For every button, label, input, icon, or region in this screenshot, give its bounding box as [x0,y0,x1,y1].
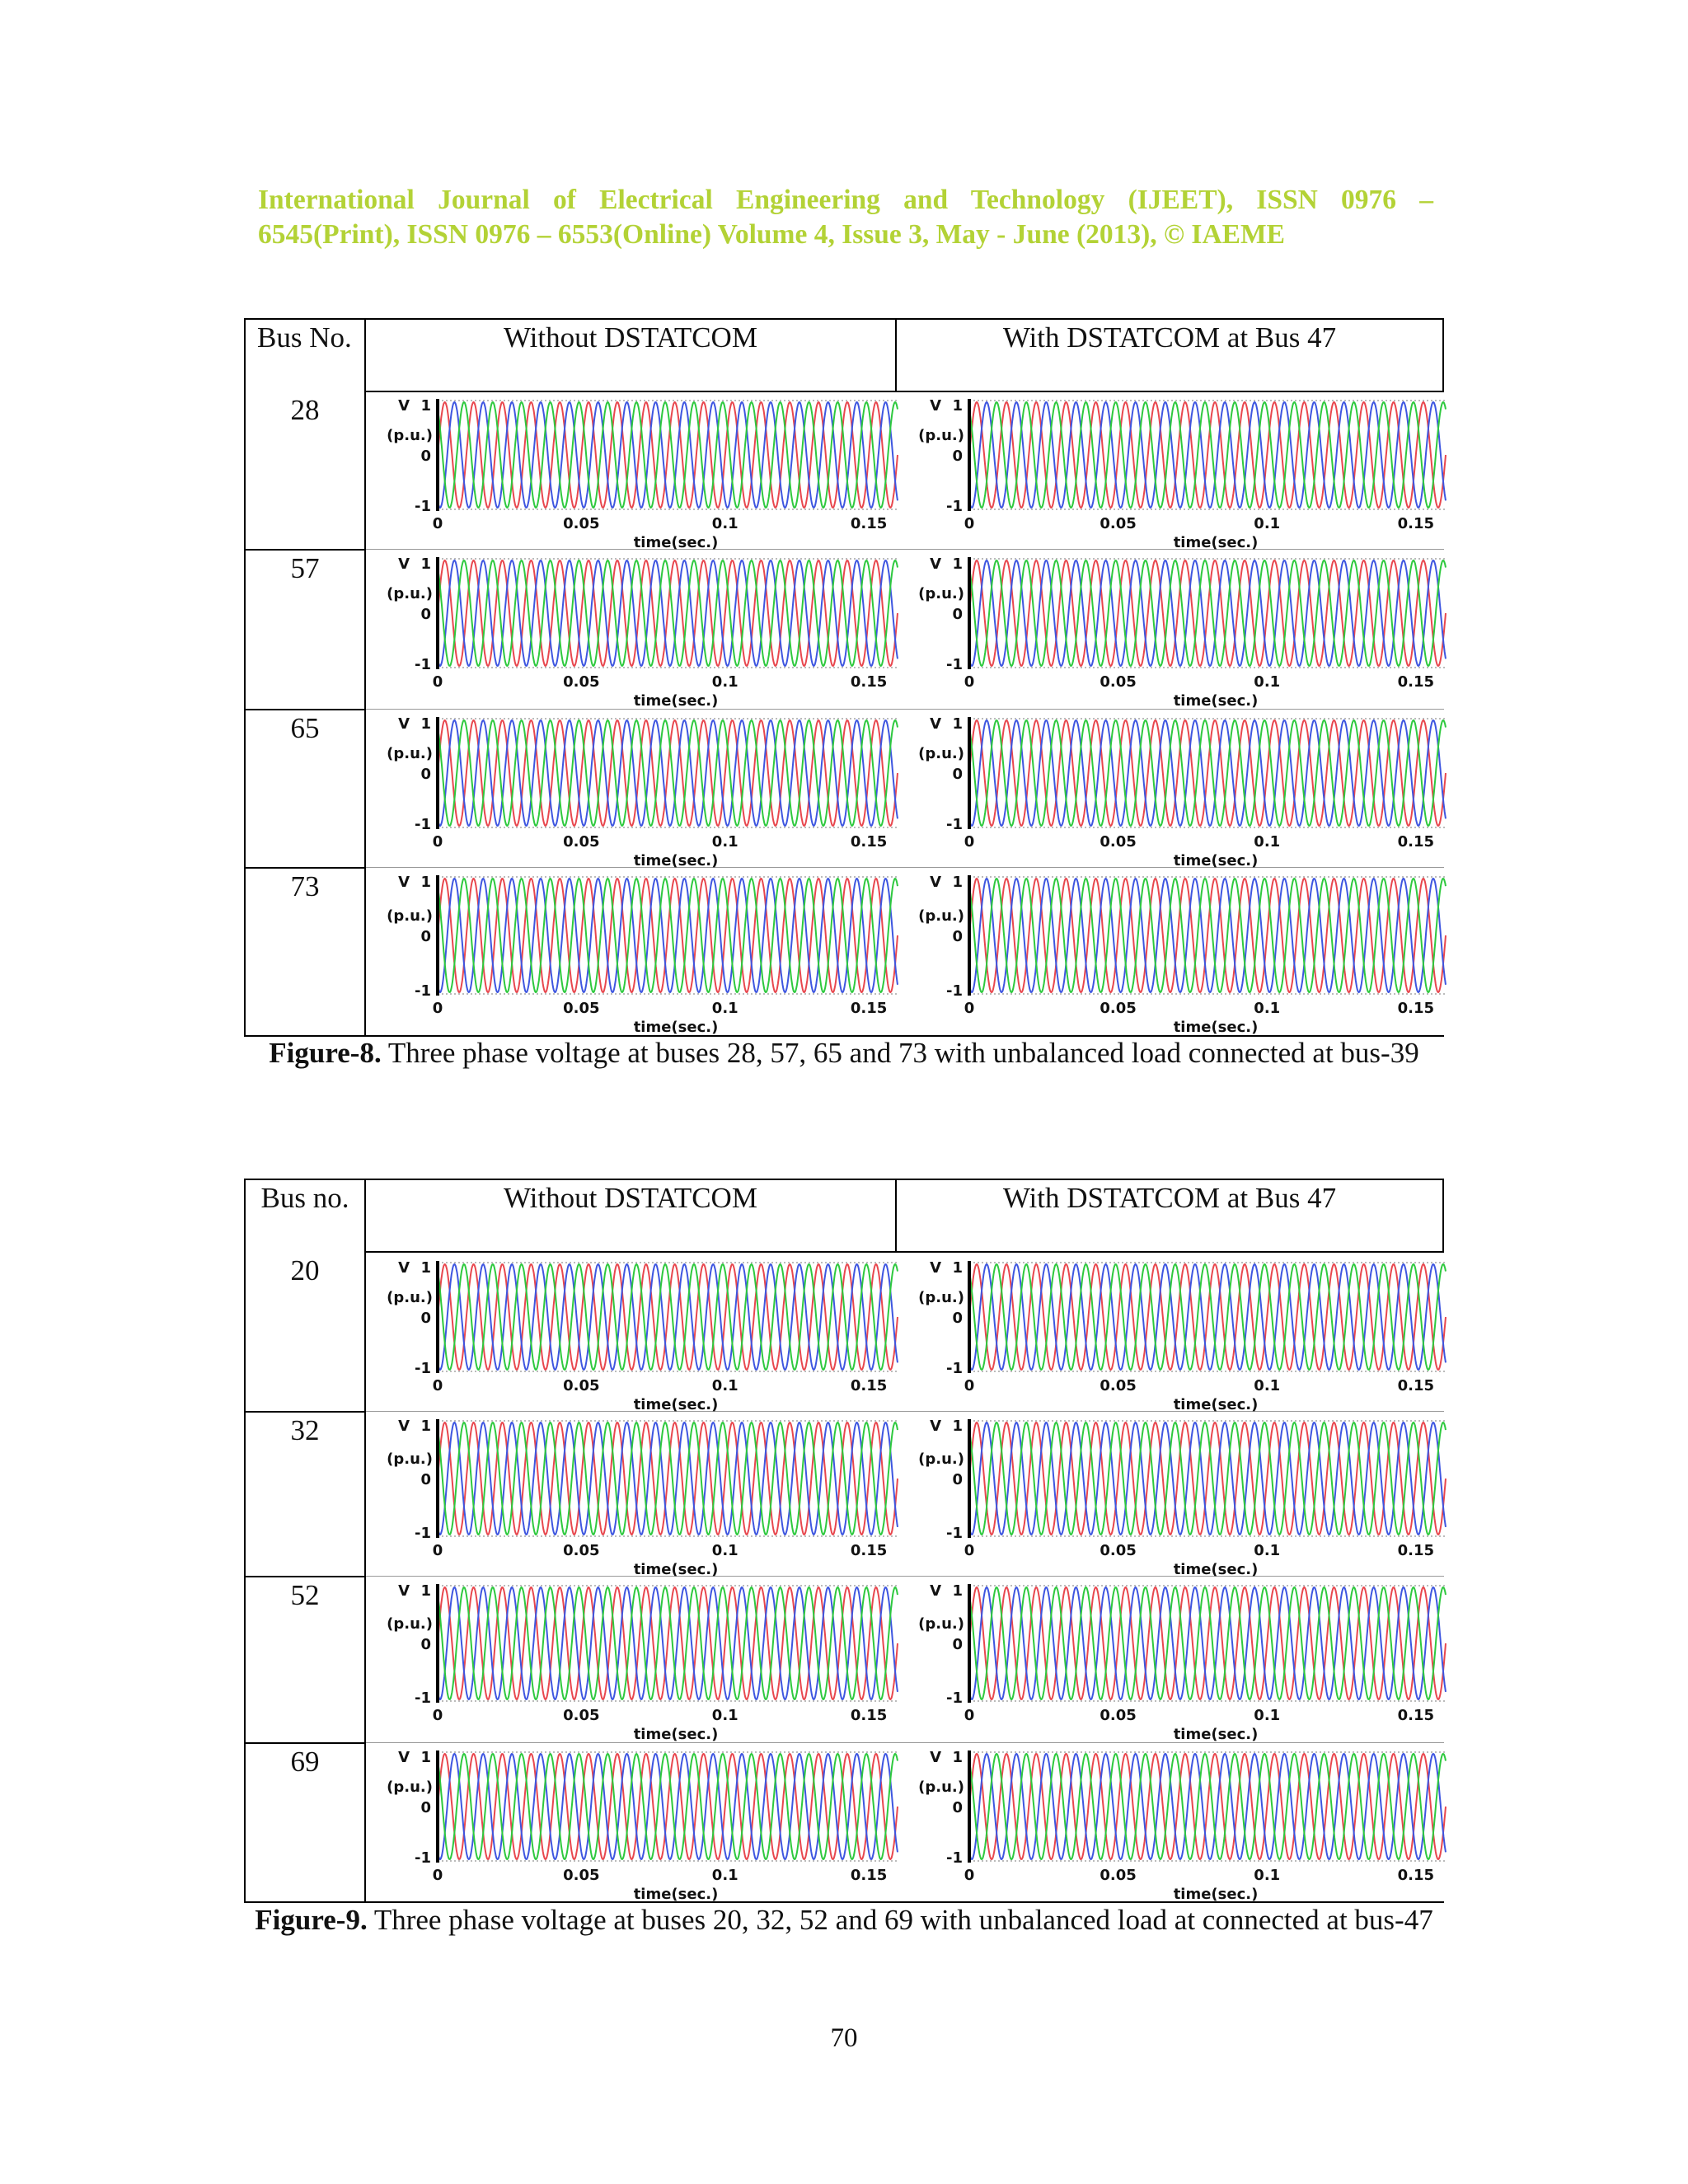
y-axis-label: V [930,1749,941,1766]
x-tick-label: 0.05 [563,1377,600,1394]
figure-8-caption [244,1035,1444,1071]
y-axis-unit: (p.u.) [918,745,964,762]
x-tick-label: 0.05 [1100,515,1137,532]
x-tick-label: 0.05 [563,515,600,532]
voltage-plot-without-dstatcom [372,1414,899,1577]
y-axis-label: V [930,1259,941,1277]
x-tick-label: 0.1 [711,515,738,532]
x-tick-label: 0.15 [850,515,888,532]
x-tick-label: 0.1 [1254,1000,1281,1017]
phase-voltage-line [969,879,1446,992]
x-tick-label: 0.1 [711,1867,738,1884]
y-tick-label: 1 [952,1749,963,1766]
bus-number: 65 [290,712,320,744]
phase-voltage-line [969,402,1446,508]
x-axis-label: time(sec.) [1173,534,1259,551]
phase-voltage-line [438,560,898,666]
bus-number: 52 [290,1579,320,1611]
y-axis-label: V [398,397,410,415]
y-tick-label: -1 [946,1690,963,1707]
y-tick-label: 0 [420,766,431,783]
y-tick-label: -1 [415,656,431,673]
x-tick-label: 0.05 [563,1000,600,1017]
voltage-plot-without-dstatcom [372,1579,899,1742]
y-tick-label: 0 [420,928,431,945]
x-tick-label: 0 [432,1542,443,1559]
x-tick-label: 0.15 [850,1867,888,1884]
x-axis-label: time(sec.) [1173,1019,1259,1036]
y-tick-label: -1 [946,1360,963,1377]
bus-number: 28 [290,394,320,426]
x-tick-label: 0 [432,673,443,691]
x-axis-label: time(sec.) [633,1019,719,1036]
x-tick-label: 0.05 [1100,1000,1137,1017]
phase-voltage-line [969,1587,1446,1699]
x-tick-label: 0.05 [1100,1542,1137,1559]
x-axis-label: time(sec.) [1173,692,1259,710]
x-tick-label: 0 [432,1000,443,1017]
x-tick-label: 0 [964,515,975,532]
y-tick-label: -1 [946,816,963,833]
y-tick-label: 1 [420,397,431,415]
y-tick-label: -1 [415,1525,431,1542]
x-axis-label: time(sec.) [1173,1561,1259,1578]
y-axis-unit: (p.u.) [387,427,433,444]
y-axis-label: V [398,715,410,733]
page-number: 70 [830,2023,858,2053]
x-tick-label: 0.05 [563,833,600,851]
x-tick-label: 0.05 [563,1867,600,1884]
phase-voltage-line [438,1264,898,1370]
x-tick-label: 0.1 [711,1000,738,1017]
x-axis-label: time(sec.) [633,1561,719,1578]
y-tick-label: -1 [415,498,431,515]
x-tick-label: 0 [964,1377,975,1394]
y-tick-label: 0 [420,1310,431,1327]
figure-8-label: Figure-8. [269,1037,382,1069]
without-dstatcom-header: Without DSTATCOM [504,1182,757,1214]
y-axis-unit: (p.u.) [918,427,964,444]
x-tick-label: 0.15 [1397,515,1435,532]
figure-9-caption [244,1902,1444,1938]
voltage-plot-with-dstatcom [903,1414,1447,1577]
x-axis-label: time(sec.) [633,852,719,869]
bus-number: 32 [290,1414,320,1446]
voltage-plot-with-dstatcom [903,1579,1447,1742]
y-tick-label: 1 [420,1418,431,1435]
x-tick-label: 0 [432,1377,443,1394]
y-tick-label: -1 [946,982,963,1000]
figure-9-table [244,1179,1444,1904]
y-axis-label: V [930,555,941,573]
x-tick-label: 0 [964,1542,975,1559]
y-tick-label: 0 [952,1310,963,1327]
y-tick-label: 0 [952,448,963,465]
y-axis-unit: (p.u.) [387,1615,433,1633]
journal-header [258,183,1433,252]
y-axis-label: V [930,1582,941,1600]
voltage-plot-with-dstatcom [903,394,1447,551]
phase-voltage-line [969,1754,1446,1859]
y-axis-label: V [930,874,941,891]
x-tick-label: 0.15 [1397,833,1435,851]
y-axis-unit: (p.u.) [387,907,433,925]
x-tick-label: 0.15 [850,1000,888,1017]
x-tick-label: 0.1 [711,833,738,851]
x-tick-label: 0.15 [1397,673,1435,691]
y-axis-unit: (p.u.) [387,585,433,602]
x-tick-label: 0 [432,833,443,851]
x-tick-label: 0.1 [1254,1867,1281,1884]
phase-voltage-line [438,720,898,826]
x-tick-label: 0.15 [1397,1867,1435,1884]
y-axis-label: V [398,555,410,573]
with-dstatcom-header: With DSTATCOM at Bus 47 [1002,321,1337,354]
voltage-plot-without-dstatcom [372,712,899,869]
y-tick-label: -1 [415,1690,431,1707]
x-tick-label: 0.15 [1397,1000,1435,1017]
voltage-plot-without-dstatcom [372,870,899,1035]
x-tick-label: 0.1 [1254,515,1281,532]
x-tick-label: 0 [432,515,443,532]
x-tick-label: 0.05 [563,1707,600,1724]
without-dstatcom-header: Without DSTATCOM [504,321,757,354]
voltage-plot-with-dstatcom [903,552,1447,709]
phase-voltage-line [969,560,1446,666]
voltage-plot-without-dstatcom [372,394,899,551]
x-axis-label: time(sec.) [1173,1886,1259,1903]
phase-voltage-line [438,1754,898,1859]
x-tick-label: 0.1 [1254,1707,1281,1724]
x-tick-label: 0.15 [850,1707,888,1724]
y-tick-label: 1 [952,1259,963,1277]
x-tick-label: 0.05 [1100,1867,1137,1884]
y-tick-label: -1 [946,498,963,515]
x-tick-label: 0.05 [1100,673,1137,691]
voltage-plot-with-dstatcom [903,870,1447,1035]
x-tick-label: 0.1 [711,673,738,691]
y-tick-label: -1 [946,656,963,673]
bus-no-header: Bus no. [260,1182,349,1214]
with-dstatcom-header: With DSTATCOM at Bus 47 [1002,1182,1337,1214]
y-axis-label: V [398,1582,410,1600]
phase-voltage-line [438,879,898,992]
x-axis-label: time(sec.) [633,1396,719,1413]
y-tick-label: 1 [420,1259,431,1277]
y-axis-label: V [398,1259,410,1277]
y-tick-label: 0 [952,928,963,945]
y-tick-label: -1 [946,1525,963,1542]
x-tick-label: 0.1 [1254,833,1281,851]
bus-no-header: Bus No. [257,321,352,354]
journal-header-line2: 6545(Print), ISSN 0976 – 6553(Online) Volume 4, Issue 3, May - June (2013), © IAEME [258,219,1285,250]
y-tick-label: 0 [952,1636,963,1653]
journal-header-line1: International Journal of Electrical Engineering and Technology (IJEET), ISSN 0976 – [258,185,1433,215]
y-tick-label: -1 [415,816,431,833]
bus-number: 69 [290,1746,320,1778]
y-axis-unit: (p.u.) [918,907,964,925]
x-tick-label: 0 [964,1000,975,1017]
y-tick-label: 0 [952,606,963,623]
x-tick-label: 0.1 [1254,673,1281,691]
x-tick-label: 0 [964,673,975,691]
x-tick-label: 0.1 [711,1707,738,1724]
x-tick-label: 0 [964,833,975,851]
y-tick-label: 0 [420,1471,431,1488]
bus-number: 73 [290,870,320,902]
y-axis-label: V [398,1418,410,1435]
x-tick-label: 0.15 [850,1377,888,1394]
x-tick-label: 0 [432,1707,443,1724]
phase-voltage-line [969,1264,1446,1370]
y-tick-label: 0 [420,1799,431,1816]
bus-number: 20 [290,1254,320,1286]
x-tick-label: 0.1 [1254,1377,1281,1394]
x-tick-label: 0.15 [1397,1377,1435,1394]
y-axis-unit: (p.u.) [387,1779,433,1796]
y-tick-label: 0 [420,1636,431,1653]
figure-9-label: Figure-9. [255,1904,368,1936]
y-tick-label: 1 [952,1582,963,1600]
y-axis-unit: (p.u.) [918,1615,964,1633]
y-axis-unit: (p.u.) [387,745,433,762]
x-axis-label: time(sec.) [633,692,719,710]
y-axis-unit: (p.u.) [387,1451,433,1468]
phase-voltage-line [969,1422,1446,1535]
y-axis-unit: (p.u.) [918,1779,964,1796]
x-tick-label: 0.05 [1100,833,1137,851]
figure-8-caption-text: Three phase voltage at buses 28, 57, 65 and 73 with unbalanced load connected at bus-39 [381,1037,1419,1069]
y-tick-label: 1 [952,874,963,891]
y-tick-label: 1 [420,715,431,733]
y-tick-label: 0 [952,1799,963,1816]
x-axis-label: time(sec.) [1173,1726,1259,1743]
y-tick-label: 1 [952,1418,963,1435]
y-tick-label: 1 [952,555,963,573]
figure-9-caption-text: Three phase voltage at buses 20, 32, 52 and 69 with unbalanced load at connected at bus-47 [367,1904,1433,1936]
x-tick-label: 0.05 [1100,1377,1137,1394]
y-axis-unit: (p.u.) [918,585,964,602]
x-tick-label: 0.05 [563,1542,600,1559]
y-tick-label: -1 [415,1849,431,1867]
x-axis-label: time(sec.) [633,534,719,551]
voltage-plot-with-dstatcom [903,1746,1447,1902]
x-axis-label: time(sec.) [633,1726,719,1743]
y-tick-label: 1 [952,397,963,415]
phase-voltage-line [438,1587,898,1699]
x-tick-label: 0.05 [563,673,600,691]
x-axis-label: time(sec.) [1173,1396,1259,1413]
y-axis-label: V [398,1749,410,1766]
phase-voltage-line [969,720,1446,826]
voltage-plot-without-dstatcom [372,1746,899,1902]
voltage-plot-without-dstatcom [372,1256,899,1413]
y-tick-label: 0 [952,1471,963,1488]
voltage-plot-without-dstatcom [372,552,899,709]
y-tick-label: 0 [952,766,963,783]
bus-number: 57 [290,552,320,584]
x-tick-label: 0 [964,1867,975,1884]
y-tick-label: -1 [946,1849,963,1867]
x-tick-label: 0.05 [1100,1707,1137,1724]
x-tick-label: 0.1 [1254,1542,1281,1559]
x-tick-label: 0 [964,1707,975,1724]
voltage-plot-with-dstatcom [903,1256,1447,1413]
y-axis-label: V [930,397,941,415]
y-tick-label: 1 [420,1749,431,1766]
x-tick-label: 0.15 [850,833,888,851]
x-tick-label: 0.15 [1397,1707,1435,1724]
figure-8-table [244,318,1444,1037]
voltage-plot-with-dstatcom [903,712,1447,869]
y-tick-label: 1 [952,715,963,733]
y-axis-label: V [930,715,941,733]
y-axis-unit: (p.u.) [918,1289,964,1306]
y-tick-label: 0 [420,606,431,623]
y-tick-label: -1 [415,1360,431,1377]
x-tick-label: 0.15 [850,673,888,691]
x-axis-label: time(sec.) [633,1886,719,1903]
y-axis-unit: (p.u.) [387,1289,433,1306]
x-tick-label: 0.1 [711,1542,738,1559]
y-tick-label: 1 [420,555,431,573]
y-tick-label: 0 [420,448,431,465]
x-tick-label: 0.15 [850,1542,888,1559]
x-axis-label: time(sec.) [1173,852,1259,869]
phase-voltage-line [438,402,898,508]
y-tick-label: 1 [420,874,431,891]
y-tick-label: -1 [415,982,431,1000]
y-tick-label: 1 [420,1582,431,1600]
y-axis-label: V [398,874,410,891]
y-axis-label: V [930,1418,941,1435]
x-tick-label: 0.15 [1397,1542,1435,1559]
y-axis-unit: (p.u.) [918,1451,964,1468]
phase-voltage-line [438,1422,898,1535]
x-tick-label: 0.1 [711,1377,738,1394]
x-tick-label: 0 [432,1867,443,1884]
